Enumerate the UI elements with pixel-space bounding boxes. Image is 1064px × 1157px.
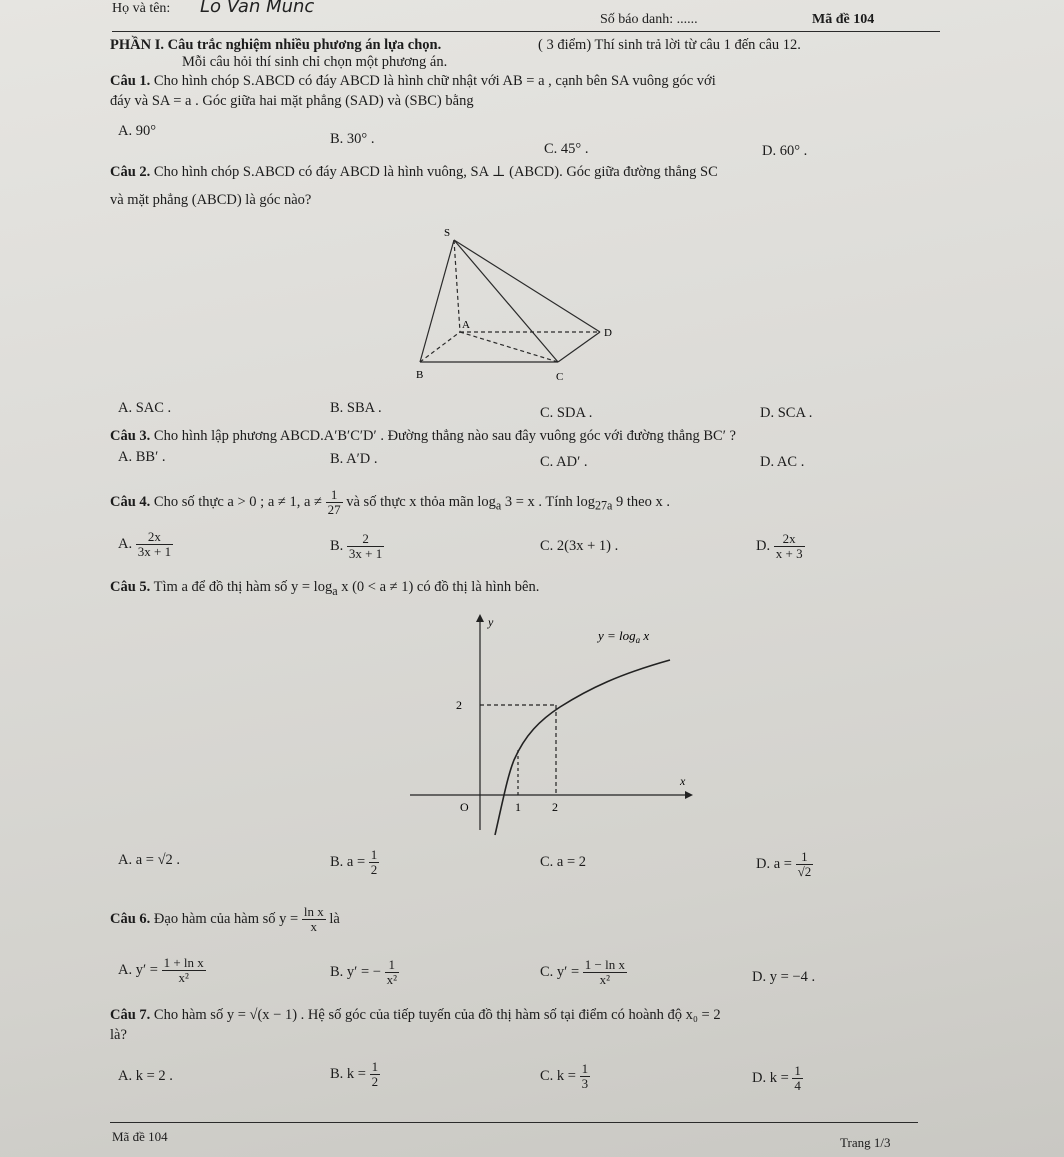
q3-option-d[interactable]: D. AC . xyxy=(760,454,805,470)
handwritten-name: Lo Van Munc xyxy=(200,0,315,17)
exam-page: Họ và tên: Lo Van Munc Số báo danh: ...... Mã đề 104 PHẦN I. Câu trắc nghiệm nhiều phương án lựa chọn. ( 3 điểm) Thí sinh trả lời từ câu 1 đến câu 12. Mỗi câu hỏi thí sinh chỉ chọn một phương án. Câu 1. Cho hình chóp S.ABCD có đáy ABCD là hình chữ nhật với AB = a , cạnh bên SA vuông góc với đáy và SA = a . Góc giữa hai mặt phẳng (SAD) và (SBC) bằng A. 90° B. 30° . C. 45° . D. 60° . Câu 2. Cho hình chóp S.ABCD có đáy ABCD là hình vuông, SA ⊥ (ABCD). Góc giữa đường thẳng SC và mặt phẳng (ABCD) là góc nào? S A B C D A. SAC . B. SBA . C. SDA . D. SCA . Câu 3. Cho hình lập phương ABCD.A′B′C′D′ . Đường thẳng nào sau đây vuông góc với đường thẳng BC′ ? A. BB′ . B. A′D . C. AD′ . D. AC . Câu 4. Cho số thực a > 0 ; a ≠ 1, a ≠ $\frac{1}{27}$ và số thực x thỏa mãn $\log_a 3 = x$ . Tính $\log_{27a} 9$ theo x . A. $\frac{2x}{3x + 1}$ B. $\frac{2}{3x + 1}$ C. 2(3x + 1) . D. $\frac{2x}{x + 3}$ Câu 5. Tìm a để đồ thị hàm số $y = \log_a x$ (0 < a ≠ 1) có đồ thị là hình bên. y x O 2 1 2 $y = \log_a x$ A. a = √2 . B. a = $\frac{1}{2}$ C. a = 2 D. a = $\frac{1}{√2}$ Câu 6. Đạo hàm của hàm số y = $\frac{\text{ln x}}{x}$ là A. y′ = $\frac{\text{1 + ln x}}{\text{x²}}$ B. y′ = − $\frac{1}{\text{x²}}$ C. y′ = $\frac{\text{1 − ln x}}{\text{x²}}$ D. y = −4 . Câu 7. Cho hàm số y = √(x − 1) . Hệ số góc của tiếp tuyến của đồ thị hàm số tại điểm có hoành độ x₀ = 2 là? A. k = 2 . B. k = $\frac{1}{2}$ C. k = $\frac{1}{3}$ D. k = $\frac{1}{4}$ Mã đề 104 Trang 1/3 xyxy=(0,0,1064,1157)
q4-label: Câu 4. xyxy=(110,493,151,510)
q1-option-c[interactable]: C. 45° . xyxy=(544,141,589,157)
label-d: D xyxy=(604,327,612,339)
label-a: A xyxy=(462,319,470,331)
q3-option-c[interactable]: C. AD′ . xyxy=(540,454,588,470)
q1-label: Câu 1. xyxy=(110,73,151,89)
exam-code: Mã đề 104 xyxy=(812,12,875,27)
q6-option-b[interactable]: B. y′ = − $\frac{1}{\text{x²}}$ xyxy=(330,957,397,987)
q1-text-1: Cho hình chóp S.ABCD có đáy ABCD là hình chữ nhật với AB = a , cạnh bên SA vuông góc với xyxy=(150,73,716,89)
q1-option-a[interactable]: A. 90° xyxy=(118,123,157,139)
q2-option-c[interactable]: C. SDA . xyxy=(540,405,593,421)
q5-option-c[interactable]: C. a = 2 xyxy=(540,854,587,870)
q4-text-pre: Cho số thực a > 0 ; a ≠ 1, a ≠ xyxy=(150,493,326,510)
graph-origin-label: O xyxy=(460,800,469,814)
q2-option-a[interactable]: A. SAC . xyxy=(118,400,172,416)
graph-y-label: y xyxy=(488,615,494,629)
section-points: ( 3 điểm) Thí sinh trả lời từ câu 1 đến câu 12. xyxy=(538,37,801,53)
q5-option-d[interactable]: D. a = $\frac{1}{√2}$ xyxy=(756,849,812,879)
q2-text-1: Cho hình chóp S.ABCD có đáy ABCD là hình vuông, SA ⊥ (ABCD). Góc giữa đường thẳng SC xyxy=(150,164,718,180)
q7-option-a[interactable]: A. k = 2 . xyxy=(118,1068,173,1084)
section-title: PHẦN I. Câu trắc nghiệm nhiều phương án lựa chọn. xyxy=(110,37,442,53)
q6-label: Câu 6. xyxy=(110,910,151,927)
q7-label: Câu 7. xyxy=(110,1007,151,1023)
q4-text-post: và số thực x thỏa mãn log xyxy=(342,493,496,510)
label-b: B xyxy=(416,369,424,381)
graph-x-label: x xyxy=(680,774,686,788)
q7-text-1: Cho hàm số y = √(x − 1) . Hệ số góc của tiếp tuyến của đồ thị hàm số tại điểm có hoành độ x₀ = 2 xyxy=(150,1007,721,1023)
q3-option-b[interactable]: B. A′D . xyxy=(330,451,378,467)
q1-option-b[interactable]: B. 30° . xyxy=(330,131,375,147)
header-rule xyxy=(112,31,940,32)
name-label: Họ và tên: xyxy=(112,1,171,16)
q1-option-d[interactable]: D. 60° . xyxy=(762,143,808,159)
q6-fraction: $\frac{\text{ln x}}{x}$ xyxy=(303,904,324,934)
q4-fraction: $\frac{1}{27}$ xyxy=(327,487,341,517)
q3-option-a[interactable]: A. BB′ . xyxy=(118,449,166,465)
footer-exam-code: Mã đề 104 xyxy=(112,1129,168,1144)
graph-tick-y: 2 xyxy=(456,698,462,712)
q4-option-a[interactable]: A. $\frac{2x}{3x + 1}$ xyxy=(118,529,172,559)
q4-option-d[interactable]: D. $\frac{2x}{x + 3}$ xyxy=(756,531,803,561)
q6-option-a[interactable]: A. y′ = $\frac{\text{1 + ln x}}{\text{x²}}$ xyxy=(118,955,204,985)
footer-page-number: Trang 1/3 xyxy=(840,1135,891,1150)
label-s: S xyxy=(444,227,451,239)
q1-text-2: đáy và SA = a . Góc giữa hai mặt phẳng (SAD) và (SBC) bằng xyxy=(110,93,474,109)
q6-option-c[interactable]: C. y′ = $\frac{\text{1 − ln x}}{\text{x²}}$ xyxy=(540,957,625,987)
q2-text-2: và mặt phẳng (ABCD) là góc nào? xyxy=(110,192,312,208)
q2-label: Câu 2. xyxy=(110,164,151,180)
q3-label: Câu 3. xyxy=(110,428,151,444)
graph-tick-x2: 2 xyxy=(552,800,558,814)
footer-rule xyxy=(110,1122,918,1123)
q7-option-d[interactable]: D. k = $\frac{1}{4}$ xyxy=(752,1063,801,1093)
graph-tick-x1: 1 xyxy=(515,800,521,814)
label-c: C xyxy=(556,371,564,383)
q5-option-a[interactable]: A. a = √2 . xyxy=(118,852,181,868)
q7-option-c[interactable]: C. k = $\frac{1}{3}$ xyxy=(540,1061,589,1091)
q5-option-b[interactable]: B. a = $\frac{1}{2}$ xyxy=(330,847,378,877)
q3-text: Cho hình lập phương ABCD.A′B′C′D′ . Đường thẳng nào sau đây vuông góc với đường thẳng BC′ ? xyxy=(150,428,736,444)
graph-function-label: $y = \log_a x$ xyxy=(598,628,650,645)
q6-option-d[interactable]: D. y = −4 . xyxy=(752,969,816,985)
q4-option-c[interactable]: C. 2(3x + 1) . xyxy=(540,538,619,554)
candidate-number: Số báo danh: ...... xyxy=(600,12,698,27)
log-graph xyxy=(400,610,700,840)
q4-option-b[interactable]: B. $\frac{2}{3x + 1}$ xyxy=(330,531,383,561)
q7-text-2: là? xyxy=(110,1027,127,1043)
q5-label: Câu 5. xyxy=(110,579,151,595)
pyramid-figure xyxy=(380,220,620,390)
q2-option-d[interactable]: D. SCA . xyxy=(760,405,813,421)
q7-option-b[interactable]: B. k = $\frac{1}{2}$ xyxy=(330,1059,379,1089)
section-instruction: Mỗi câu hỏi thí sinh chỉ chọn một phương án. xyxy=(182,54,448,70)
q2-option-b[interactable]: B. SBA . xyxy=(330,400,382,416)
